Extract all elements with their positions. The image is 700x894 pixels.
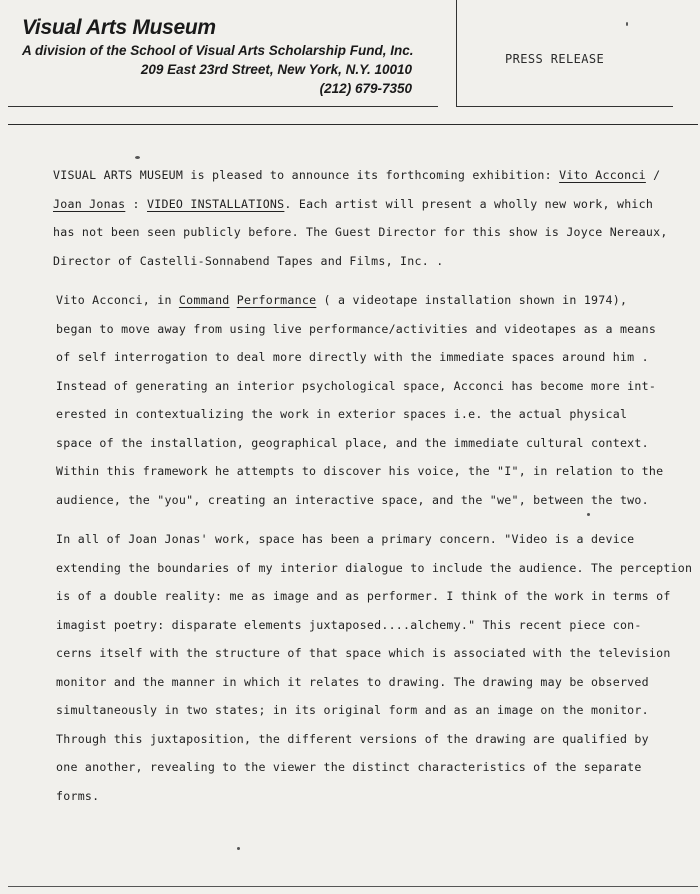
- artist-name-jonas: Joan Jonas: [53, 196, 126, 211]
- footer-rule: [8, 886, 698, 887]
- text-line: cerns itself with the structure of that space which is associated with the television: [56, 646, 671, 660]
- paragraph-announcement: [53, 161, 678, 275]
- text-line: began to move away from using live performance/activities and videotapes as a means: [56, 321, 657, 336]
- letterhead-rule: [8, 106, 438, 107]
- text-line: forms.: [56, 788, 100, 803]
- paragraph-jonas: [56, 525, 693, 810]
- text-line: of self interrogation to deal more directly with the immediate spaces around him .: [56, 350, 649, 364]
- work-title-part: Performance: [236, 293, 317, 307]
- text-line: is of a double reality: me as image and as performer. I think of the work in terms of: [56, 589, 671, 603]
- text-line: Within this framework he attempts to discover his voice, the "I", in relation to the: [56, 464, 664, 478]
- text-run: . Each artist will present a wholly new work, which: [284, 196, 654, 211]
- text-line: audience, the "you", creating an interactive space, and the "we", between the two.: [56, 492, 649, 507]
- label-rule: [456, 106, 673, 107]
- text-line: simultaneously in two states; in its original form and as an image on the monitor.: [56, 703, 649, 717]
- text-run: :: [125, 196, 148, 211]
- text-line: extending the boundaries of my interior dialogue to include the audience. The perception: [56, 560, 693, 575]
- text-line: Instead of generating an interior psychological space, Acconci has become more int-: [56, 378, 657, 393]
- press-release-label: PRESS RELEASE: [505, 52, 605, 66]
- text-line: In all of Joan Jonas' work, space has been a primary concern. "Video is a device: [56, 532, 635, 546]
- text-run: ( a videotape installation shown in 1974),: [316, 293, 628, 307]
- museum-name: Visual Arts Museum: [22, 16, 216, 39]
- text-line: [53, 190, 678, 219]
- ink-speck: [626, 22, 628, 26]
- text-line: [56, 286, 678, 315]
- artist-name-acconci: Vito Acconci: [559, 168, 646, 182]
- division-line: A division of the School of Visual Arts Scholarship Fund, Inc.: [22, 43, 414, 58]
- text-line: has not been seen publicly before. The Guest Director for this show is Joyce Nereaux,: [53, 225, 668, 239]
- letterhead: [22, 15, 422, 98]
- text-line: space of the installation, geographical place, and the immediate cultural context.: [56, 435, 649, 450]
- text-line: one another, revealing to the viewer the distinct characteristics of the separate: [56, 760, 642, 774]
- text-line: monitor and the manner in which it relates to drawing. The drawing may be observed: [56, 674, 649, 689]
- text-run: [230, 293, 237, 307]
- ink-speck: [135, 156, 140, 159]
- release-body: [53, 161, 693, 821]
- exhibition-title: VIDEO INSTALLATIONS: [147, 196, 285, 211]
- header-rule: [8, 124, 698, 125]
- phone-line: (212) 679-7350: [319, 81, 412, 96]
- ink-speck: [237, 847, 240, 850]
- ink-speck: [587, 513, 590, 516]
- text-line: Through this juxtaposition, the different versions of the drawing are qualified by: [56, 731, 649, 746]
- text-line: erested in contextualizing the work in exterior spaces i.e. the actual physical: [56, 407, 628, 421]
- text-line: [53, 161, 678, 190]
- text-run: Vito Acconci, in: [56, 293, 179, 307]
- text-line: imagist poetry: disparate elements juxtaposed....alchemy." This recent piece con-: [56, 617, 642, 632]
- address-line: 209 East 23rd Street, New York, N.Y. 10010: [140, 62, 412, 77]
- text-run: VISUAL ARTS MUSEUM is pleased to announce its forthcoming exhibition:: [53, 168, 560, 182]
- text-run: /: [645, 168, 661, 182]
- text-line: Director of Castelli-Sonnabend Tapes and Films, Inc. .: [53, 253, 444, 268]
- work-title-part: Command: [178, 293, 230, 307]
- paragraph-acconci: [56, 286, 678, 514]
- header-divider: [456, 0, 457, 106]
